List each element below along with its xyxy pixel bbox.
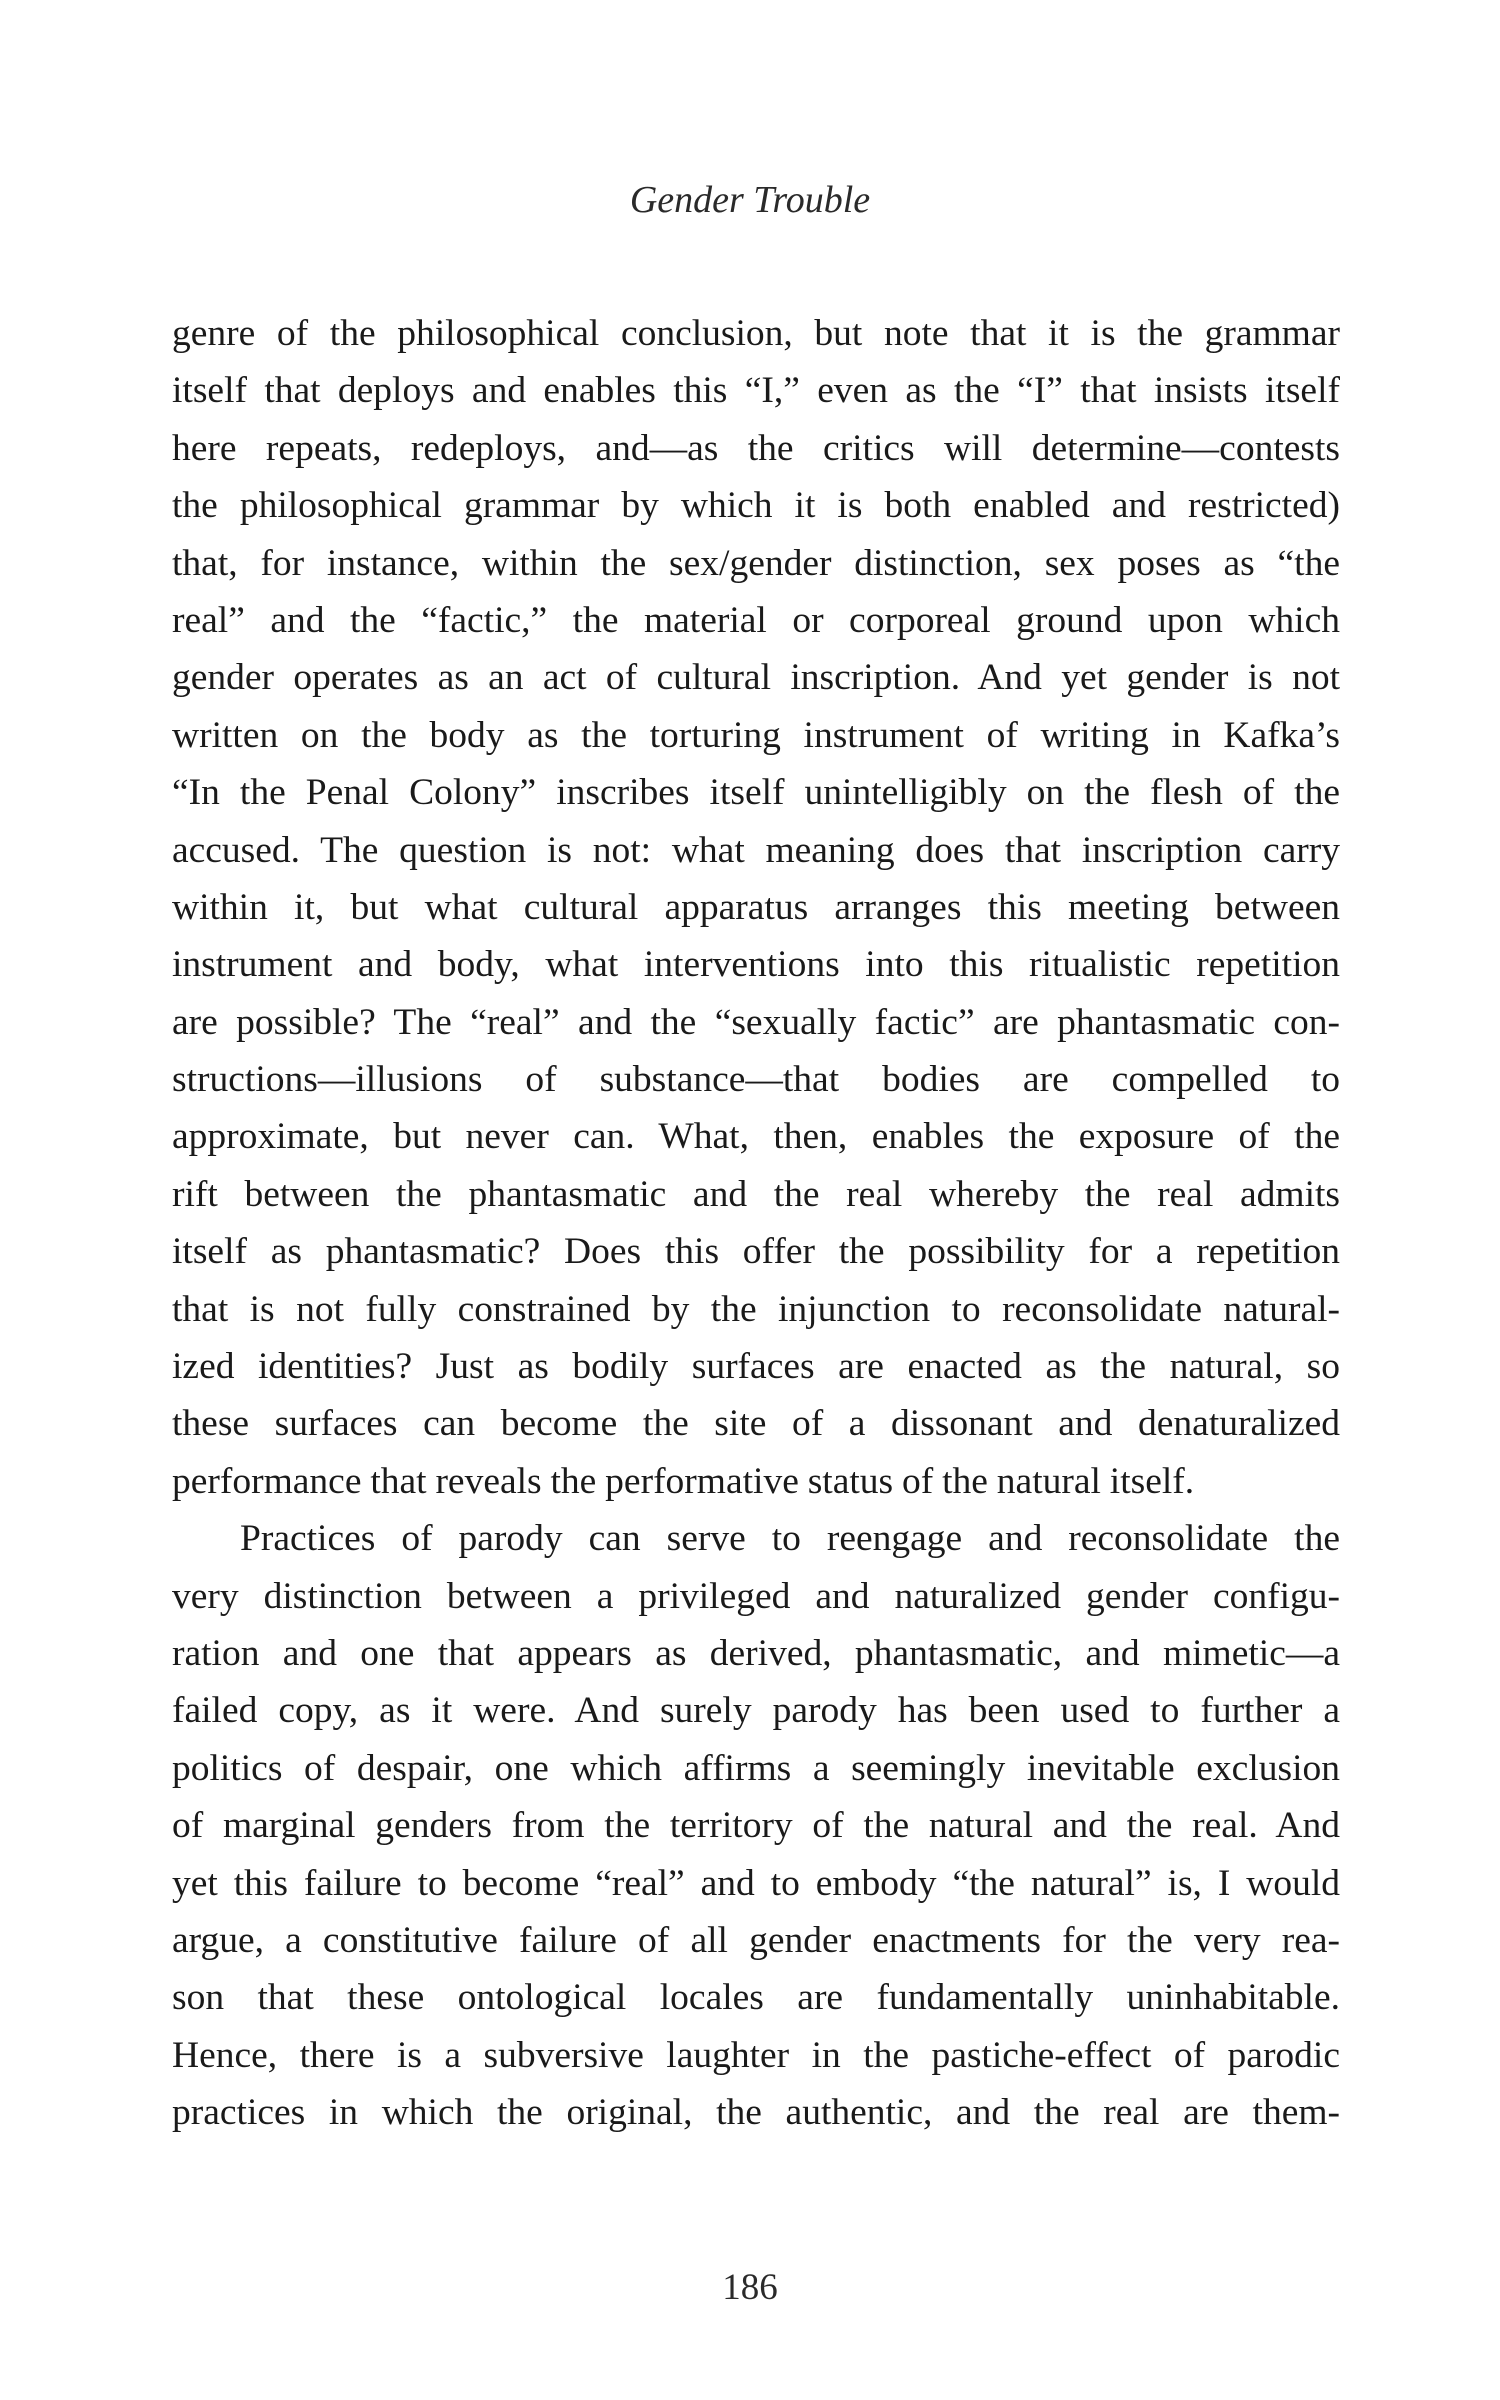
page-number: 186 [722,2267,778,2308]
text-line: instrument and body, what interventions into this ritualistic repetition [172,944,1340,986]
text-line: yet this failure to become “real” and to embody “the natural” is, I would [172,1862,1340,1904]
text-line: Hence, there is a subversive laughter in the pastiche-effect of parodic [172,2034,1340,2076]
text-line: structions—illusions of substance—that bodies are compelled to [172,1059,1340,1101]
text-line: within it, but what cultural apparatus arranges this meeting between [172,886,1340,928]
text-line: approximate, but never can. What, then, enables the exposure of the [172,1116,1340,1158]
running-head: Gender Trouble [629,179,871,221]
text-line: written on the body as the torturing instrument of writing in Kafka’s [172,714,1340,756]
paragraph [172,305,1340,1510]
text-line: of marginal genders from the territory of the natural and the real. And [172,1805,1340,1847]
text-line: the philosophical grammar by which it is both enabled and restricted) [172,485,1340,527]
text-line: itself that deploys and enables this “I,” even as the “I” that insists itself [172,370,1340,412]
text-line: itself as phantasmatic? Does this offer the possibility for a repetition [172,1231,1340,1273]
text-line: that, for instance, within the sex/gender distinction, sex poses as “the [172,542,1340,584]
text-line: these surfaces can become the site of a dissonant and denaturalized [172,1403,1340,1445]
text-line: Practices of parody can serve to reengage and reconsolidate the [240,1518,1340,1560]
text-line: are possible? The “real” and the “sexually factic” are phantasmatic con- [172,1001,1340,1043]
text-line: accused. The question is not: what meaning does that inscription carry [172,829,1340,871]
text-line: “In the Penal Colony” inscribes itself unintelligibly on the flesh of the [172,772,1340,814]
text-line: argue, a constitutive failure of all gender enactments for the very rea- [172,1919,1340,1961]
paragraph [172,1510,1340,2141]
text-line: gender operates as an act of cultural inscription. And yet gender is not [172,657,1340,699]
text-line: ration and one that appears as derived, phantasmatic, and mimetic—a [172,1632,1340,1674]
text-line: genre of the philosophical conclusion, but note that it is the grammar [172,313,1340,354]
text-line: failed copy, as it were. And surely parody has been used to further a [172,1690,1340,1732]
text-line: practices in which the original, the authentic, and the real are them- [172,2092,1340,2134]
text-line: very distinction between a privileged and naturalized gender configu- [172,1575,1340,1617]
text-line: politics of despair, one which affirms a seemingly inevitable exclusion [172,1747,1340,1789]
text-line: performance that reveals the performative status of the natural itself. [172,1460,1195,1502]
text-line: real” and the “factic,” the material or corporeal ground upon which [172,599,1340,641]
text-line: rift between the phantasmatic and the real whereby the real admits [172,1173,1340,1215]
text-line: son that these ontological locales are fundamentally uninhabitable. [172,1977,1340,2019]
text-line: ized identities? Just as bodily surfaces are enacted as the natural, so [172,1346,1340,1388]
text-line: that is not fully constrained by the injunction to reconsolidate natural- [172,1288,1340,1330]
body-text [172,305,1340,2142]
text-line: here repeats, redeploys, and—as the critics will determine—contests [172,427,1340,469]
